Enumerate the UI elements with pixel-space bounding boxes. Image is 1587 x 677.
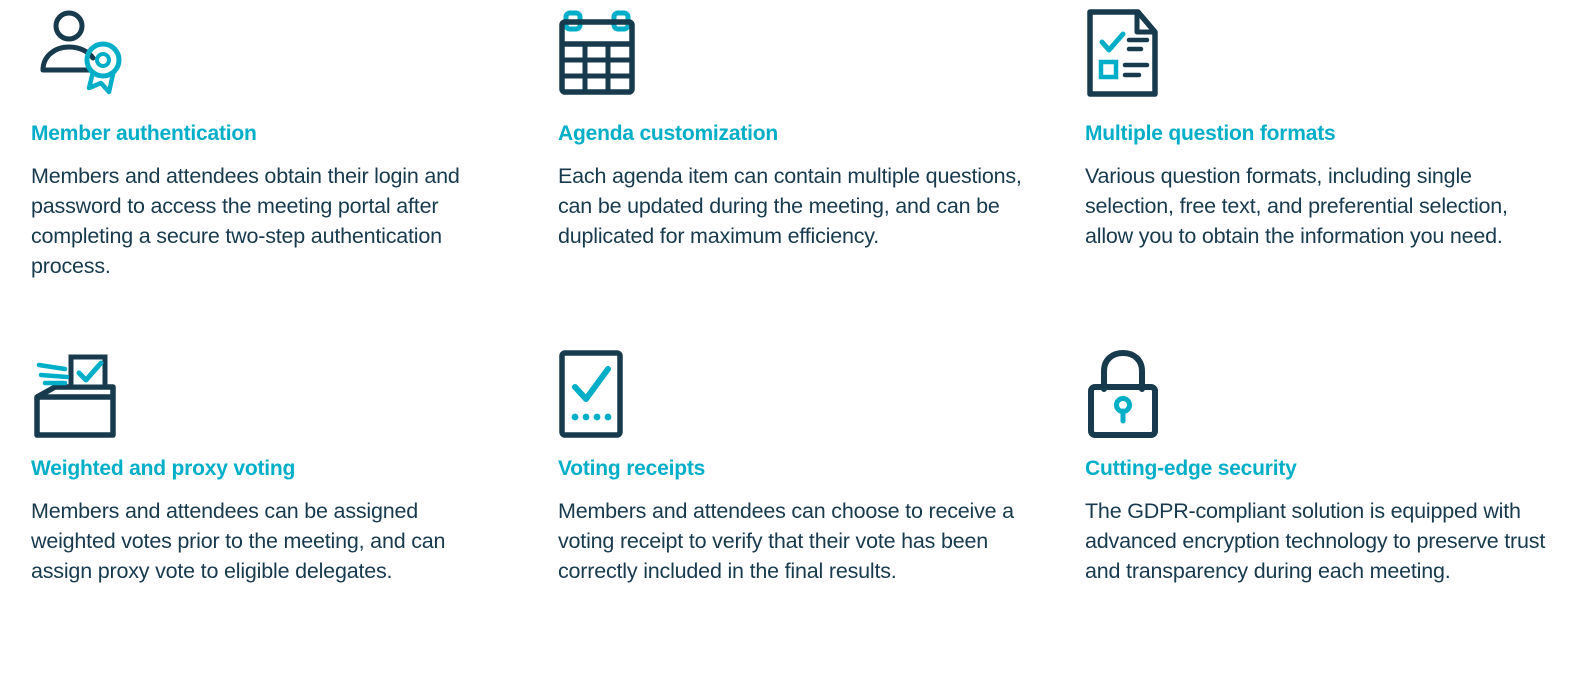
feature-card-cutting-edge-security [1085, 347, 1587, 677]
feature-card-weighted-proxy-voting [31, 347, 558, 677]
feature-title: Member authentication [31, 122, 257, 145]
feature-title: Weighted and proxy voting [31, 457, 296, 480]
ballot-box-icon [31, 347, 503, 443]
checklist-document-icon [1085, 8, 1557, 108]
feature-card-voting-receipts [558, 347, 1085, 677]
feature-card-member-authentication [31, 8, 558, 347]
feature-description: The GDPR-compliant solution is equipped with advanced encryption technology to preserve trust and transparency during each meeting. [1085, 499, 1546, 584]
feature-description: Members and attendees obtain their login and password to access the meeting portal after completing a secure two-step authentication process. [31, 164, 460, 279]
calendar-icon [558, 8, 1030, 108]
padlock-icon [1085, 347, 1557, 443]
feature-description: Each agenda item can contain multiple questions, can be updated during the meeting, and can be duplicated for maximum efficiency. [558, 164, 1022, 249]
feature-description: Members and attendees can choose to receive a voting receipt to verify that their vote has been correctly included in the final results. [558, 499, 1014, 584]
feature-card-agenda-customization [558, 8, 1085, 347]
feature-description: Members and attendees can be assigned weighted votes prior to the meeting, and can assign proxy vote to eligible delegates. [31, 499, 446, 584]
feature-title: Multiple question formats [1085, 122, 1336, 145]
feature-title: Voting receipts [558, 457, 706, 480]
feature-title: Agenda customization [558, 122, 779, 145]
voting-receipt-icon [558, 347, 1030, 443]
feature-title: Cutting-edge security [1085, 457, 1297, 480]
member-authentication-badge-icon [31, 8, 503, 108]
feature-card-multiple-question-formats [1085, 8, 1587, 347]
feature-description: Various question formats, including single selection, free text, and preferential selection, allow you to obtain the information you need. [1085, 164, 1508, 249]
